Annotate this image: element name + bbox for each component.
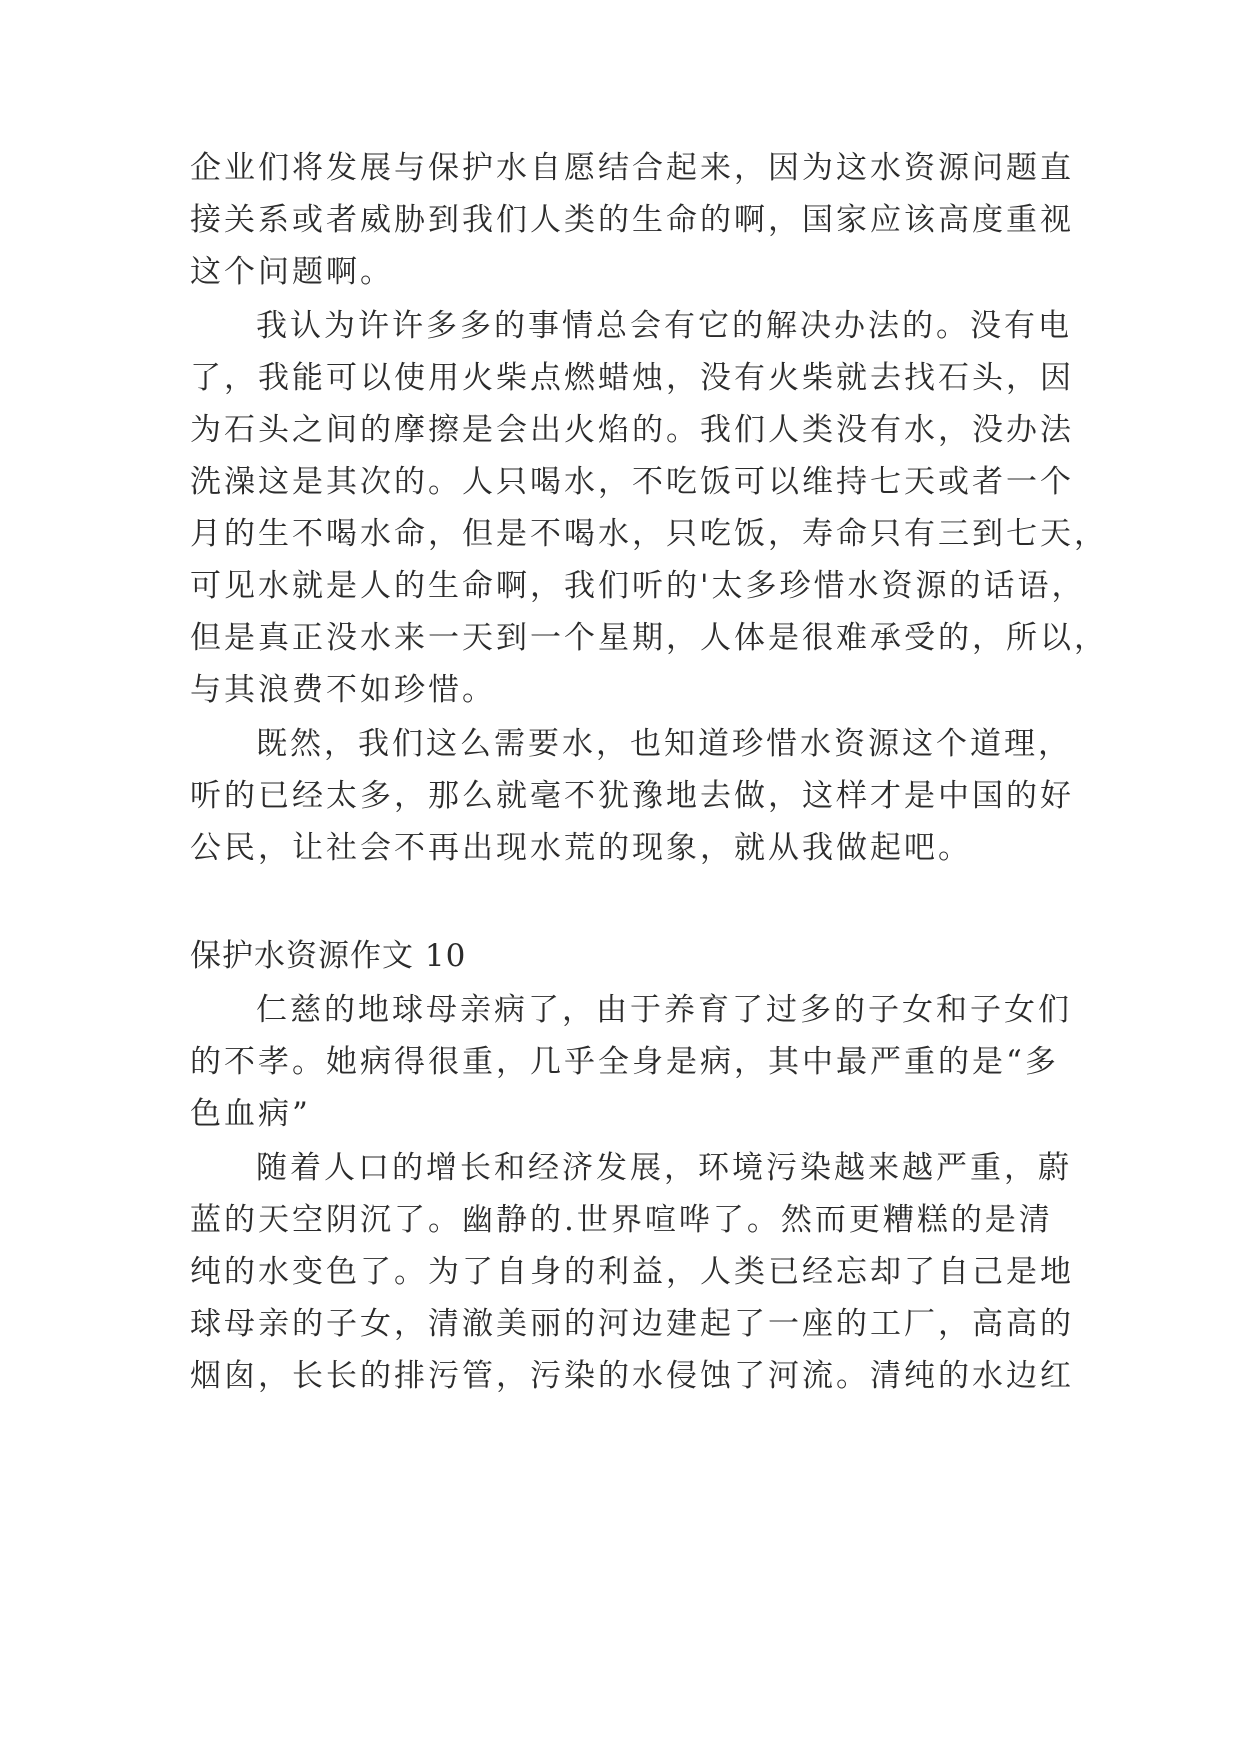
text-line: 随着人口的增长和经济发展，环境污染越来越严重，蔚: [256, 1150, 1072, 1186]
text-line: 我认为许许多多的事情总会有它的解决办法的。没有电: [256, 308, 1072, 344]
text-line: 公民，让社会不再出现水荒的现象，就从我做起吧。: [190, 830, 972, 866]
text-line: 蓝的天空阴沉了。幽静的.世界喧哗了。然而更糟糕的是清: [190, 1202, 1053, 1238]
text-line: 接关系或者威胁到我们人类的生命的啊，国家应该高度重视: [190, 202, 1074, 238]
text-line: 但是真正没水来一天到一个星期，人体是很难承受的，所以，: [190, 620, 1108, 656]
text-line: 球母亲的子女，清澈美丽的河边建起了一座的工厂，高高的: [190, 1306, 1074, 1342]
text-line: 这个问题啊。: [190, 254, 394, 290]
text-line: 了，我能可以使用火柴点燃蜡烛，没有火柴就去找石头，因: [190, 360, 1074, 396]
text-line: 月的生不喝水命，但是不喝水，只吃饭，寿命只有三到七天，: [190, 516, 1108, 552]
text-line: 仁慈的地球母亲病了，由于养育了过多的子女和子女们: [256, 992, 1072, 1028]
text-line: 听的已经太多，那么就毫不犹豫地去做，这样才是中国的好: [190, 778, 1074, 814]
text-line: 色血病”: [190, 1096, 311, 1132]
text-line: 与其浪费不如珍惜。: [190, 672, 496, 708]
text-line: 的不孝。她病得很重，几乎全身是病，其中最严重的是“多: [190, 1044, 1059, 1080]
text-line: 企业们将发展与保护水自愿结合起来，因为这水资源问题直: [190, 150, 1074, 186]
text-line: 既然，我们这么需要水，也知道珍惜水资源这个道理，: [256, 726, 1072, 762]
text-line: 为石头之间的摩擦是会出火焰的。我们人类没有水，没办法: [190, 412, 1074, 448]
text-line: 纯的水变色了。为了自身的利益，人类已经忘却了自己是地: [190, 1254, 1074, 1290]
text-line: 可见水就是人的生命啊，我们听的'太多珍惜水资源的话语，: [190, 568, 1086, 604]
section-heading: 保护水资源作文 10: [190, 938, 467, 974]
text-line: 烟囱，长长的排污管，污染的水侵蚀了河流。清纯的水边红: [190, 1358, 1074, 1394]
text-line: 洗澡这是其次的。人只喝水，不吃饭可以维持七天或者一个: [190, 464, 1074, 500]
